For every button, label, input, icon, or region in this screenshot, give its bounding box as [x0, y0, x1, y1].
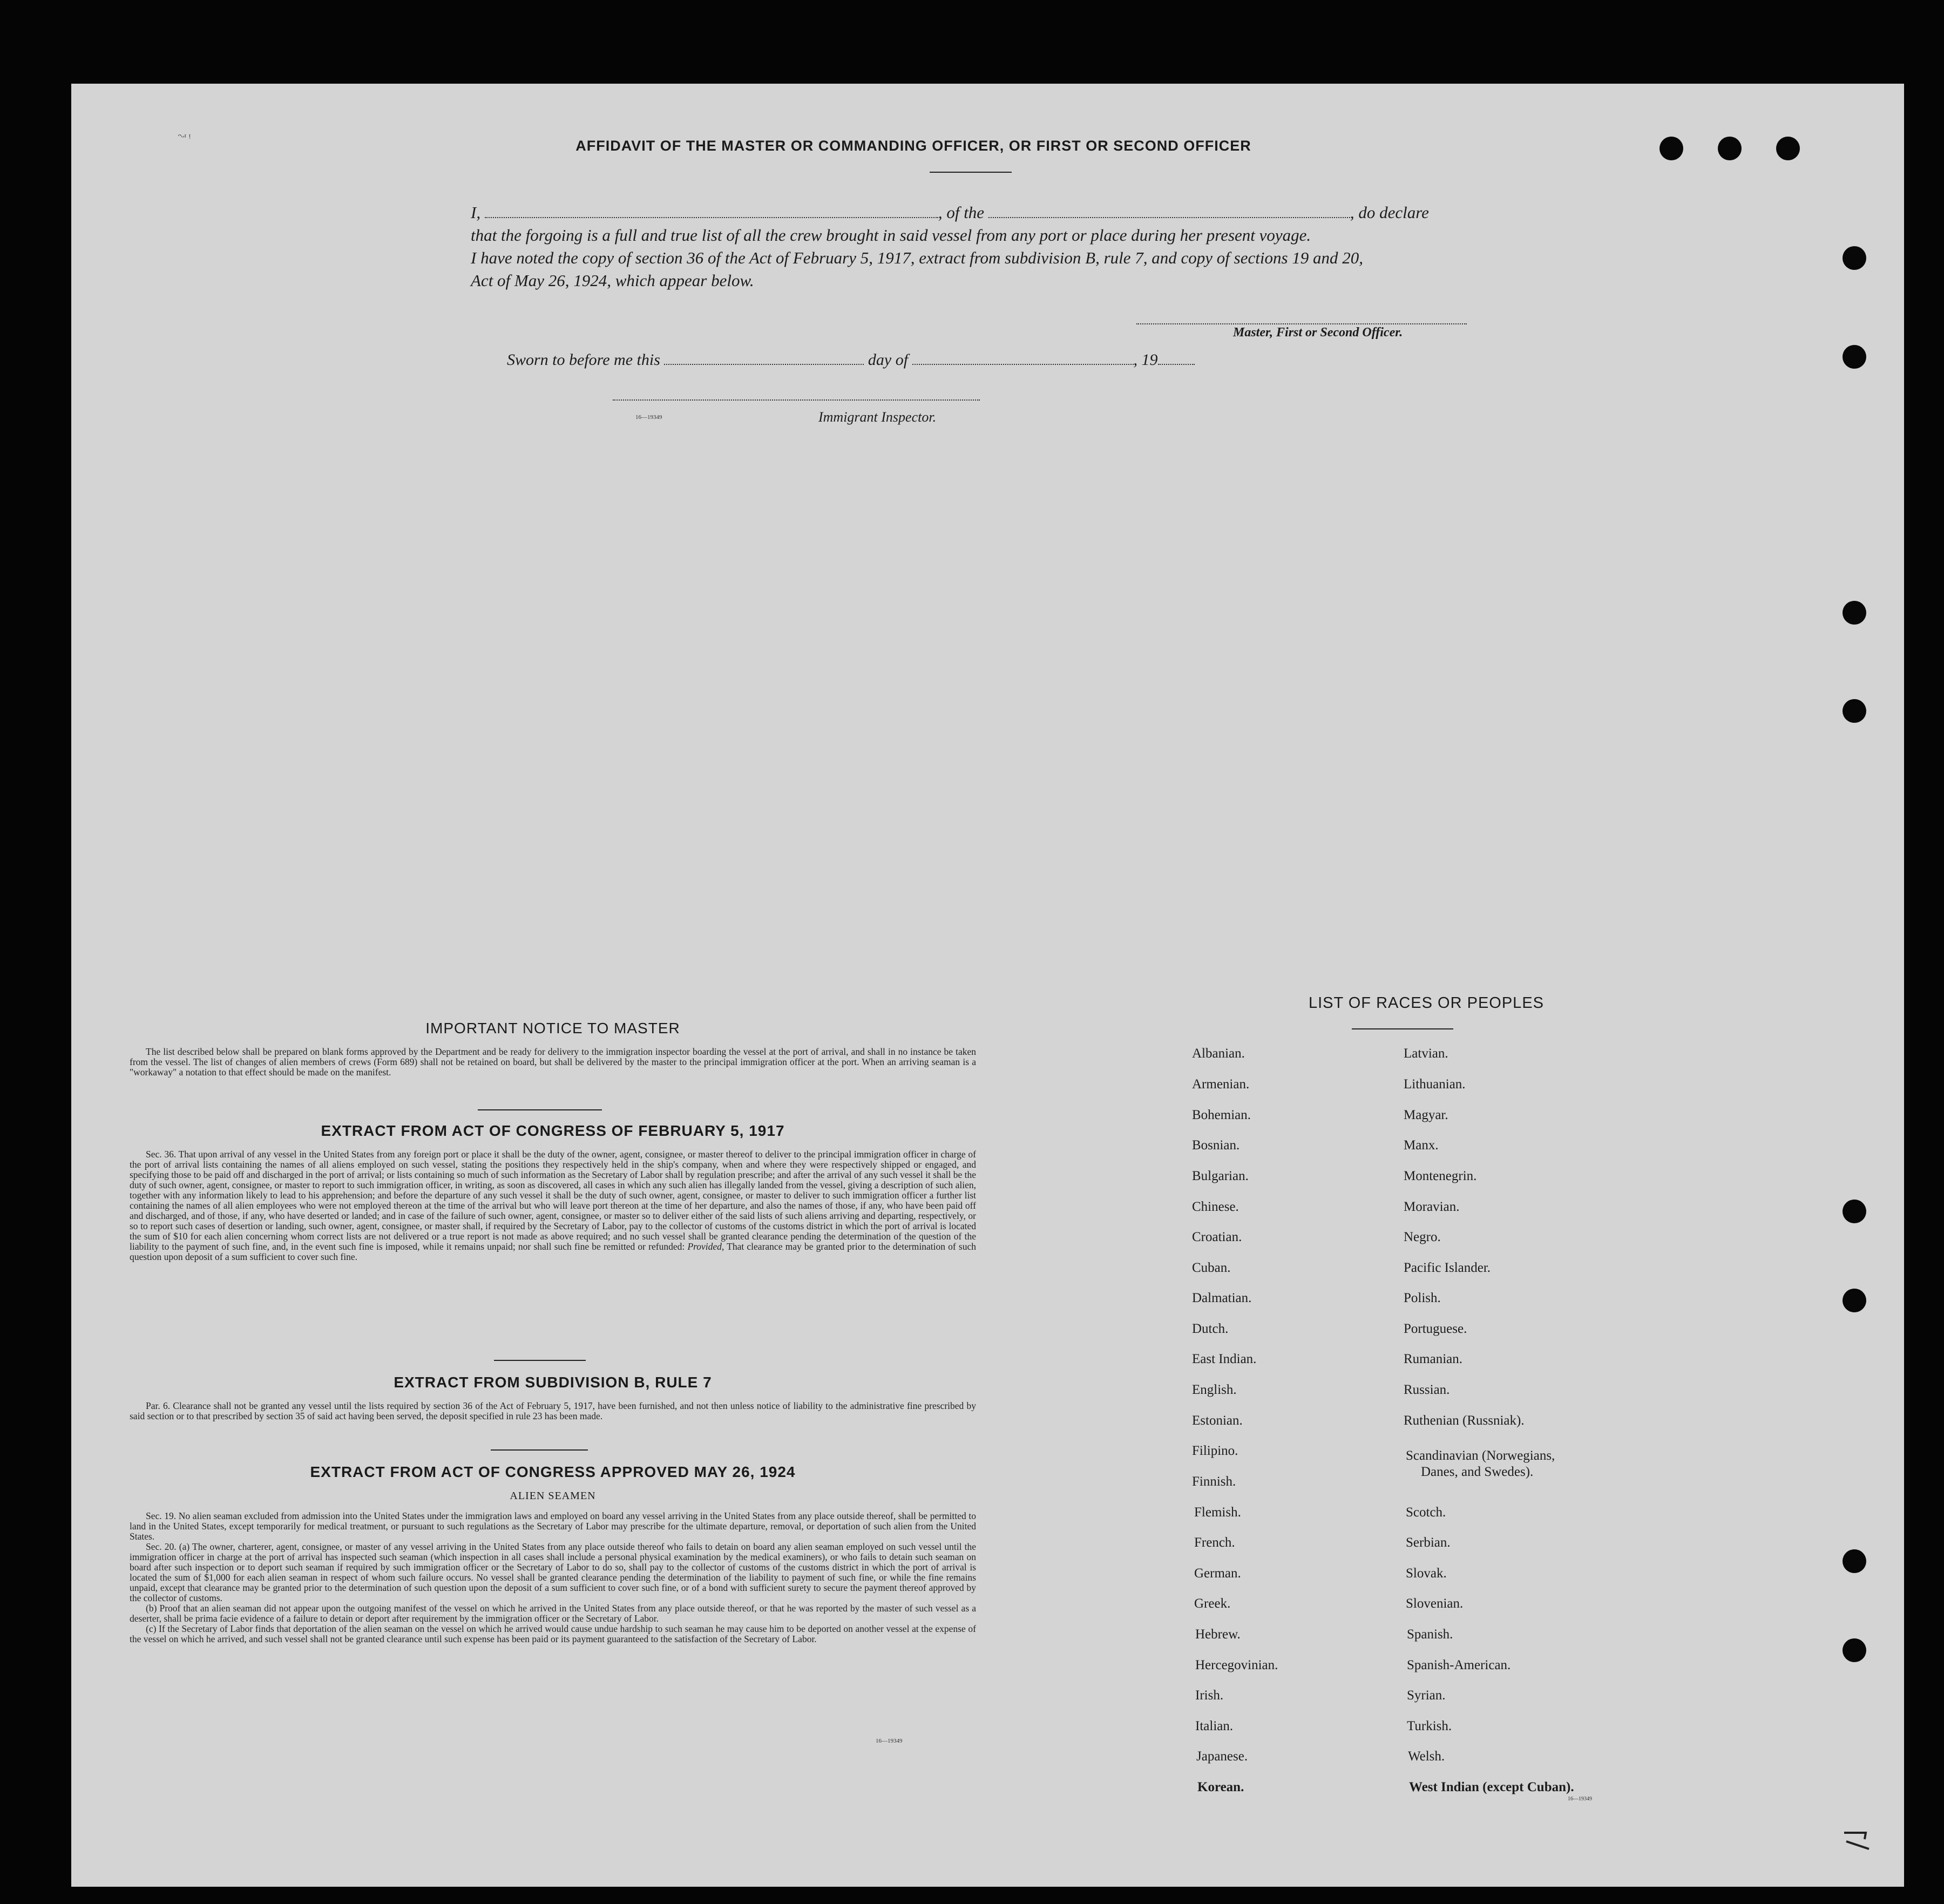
inspector-label: Immigrant Inspector.: [818, 409, 937, 425]
race-left-2: Bohemian.: [1192, 1108, 1251, 1122]
race-left-14: Finnish.: [1192, 1474, 1236, 1489]
sworn-month-field[interactable]: [912, 351, 1134, 365]
race-right-13: Scandinavian (Norwegians,: [1406, 1448, 1555, 1463]
race-left-0: Albanian.: [1192, 1046, 1245, 1061]
affidavit-i-label: I,: [471, 203, 481, 222]
day-of-label: day of: [868, 351, 909, 369]
race-right-17: Slovak.: [1406, 1566, 1447, 1581]
sworn-year-field[interactable]: [1158, 351, 1195, 365]
affidavit-line-4: Act of May 26, 1924, which appear below.: [471, 271, 754, 290]
corner-mark-icon: [1841, 1825, 1875, 1852]
master-signature-label: Master, First or Second Officer.: [1233, 326, 1403, 340]
sec20a-paragraph: Sec. 20. (a) The owner, charterer, agent, consignee, or master of any vessel arriving in the United States from any place outside thereof who fails to detain on board any alien seaman employed on such vessel until the immigration officer in charge at the port of arrival has inspected such seaman (which inspection in all cases shall include a personal physical examination by the medical examiners), or who fails to detain such seaman on board after such inspection or to deport such seaman if required by such immigration officer or the Secretary of Labor to do so, shall pay to the collector of customs of the customs district in which the port of arrival is located the sum of $1,000 for each alien seaman in respect of whom such failure occurs. No vessel shall be granted clearance pending the determination of the liability to payment of such fine, or while the fine remains unpaid, except that clearance may be granted prior to the determination of such question upon the deposit of a sum sufficient to cover such fine, or of a bond with sufficient surety to secure the payment thereof approved by the collector of customs.: [130, 1541, 976, 1603]
sec19-paragraph: Sec. 19. No alien seaman excluded from admission into the United States under the immigration laws and employed on board any vessel arriving in the United States from any place outside thereof, shall be permitted to land in the United States, except temporarily for medical treatment, or pursuant to such regulations as the Secretary of Labor may prescribe for the ultimate departure, removal, or deportation of such alien from the United States.: [130, 1510, 976, 1542]
race-right-15: Scotch.: [1406, 1505, 1446, 1520]
races-form-number: 16—19349: [1568, 1796, 1592, 1802]
vessel-name-field[interactable]: [988, 204, 1350, 218]
extract3-title: EXTRACT FROM ACT OF CONGRESS APPROVED MAY 26, 1924: [310, 1463, 796, 1480]
race-right-0: Latvian.: [1404, 1046, 1448, 1061]
race-left-21: Irish.: [1195, 1688, 1224, 1703]
punch-hole-top-3: [1776, 137, 1800, 160]
notice-paragraph: The list described below shall be prepared on blank forms approved by the Department and be ready for delivery to the immigration inspector boarding the vessel at the port of arrival, and shall in no instance be taken from the vessel. The list of changes of alien members of crews (Form 689) shall not be retained on board, but shall be delivered by the master to the principal immigration officer at the port. When an arriving seaman is a "workaway" a notation to that effect should be made on the manifest.: [130, 1046, 976, 1078]
race-left-9: Dutch.: [1192, 1322, 1229, 1336]
race-right-21: Syrian.: [1407, 1688, 1446, 1703]
race-left-10: East Indian.: [1192, 1352, 1257, 1366]
race-right-24: West Indian (except Cuban).: [1409, 1780, 1574, 1794]
race-right-2: Magyar.: [1404, 1108, 1448, 1122]
race-left-7: Cuban.: [1192, 1261, 1231, 1275]
race-right-12: Ruthenian (Russniak).: [1404, 1413, 1525, 1428]
race-left-15: Flemish.: [1194, 1505, 1241, 1520]
inspector-signature-field[interactable]: [613, 393, 980, 401]
sec20c-paragraph: (c) If the Secretary of Labor finds that deportation of the alien seaman on the vessel on which he arrived would cause undue hardship to such seaman he may cause him to be deported on another vessel at the expense of the vessel on which he arrived, and such vessel shall not be granted clearance until such expense has been paid or its payment guaranteed to the satisfaction of the Secretary of Labor.: [130, 1623, 976, 1644]
race-right-3: Manx.: [1404, 1138, 1439, 1153]
sworn-line: [507, 349, 1543, 371]
extract3-subtitle: ALIEN SEAMEN: [510, 1490, 596, 1502]
race-right-19: Spanish.: [1407, 1627, 1453, 1642]
extract1-proviso: Provided,: [687, 1241, 724, 1252]
race-left-5: Chinese.: [1192, 1200, 1239, 1214]
race-right-6: Negro.: [1404, 1230, 1441, 1244]
race-left-24: Korean.: [1197, 1780, 1244, 1794]
extract1-title: EXTRACT FROM ACT OF CONGRESS OF FEBRUARY 5, 1917: [321, 1122, 785, 1139]
extract1-rule: [494, 1360, 586, 1361]
punch-hole-right-2: [1843, 345, 1866, 369]
race-left-3: Bosnian.: [1192, 1138, 1240, 1153]
extract2-title: EXTRACT FROM SUBDIVISION B, RULE 7: [394, 1374, 712, 1391]
notice-body: [130, 1047, 976, 1078]
race-right-18: Slovenian.: [1406, 1596, 1464, 1611]
race-left-19: Hebrew.: [1195, 1627, 1241, 1642]
race-left-8: Dalmatian.: [1192, 1291, 1252, 1305]
race-left-22: Italian.: [1195, 1719, 1234, 1733]
race-right-5: Moravian.: [1404, 1200, 1460, 1214]
race-right-20: Spanish-American.: [1407, 1658, 1511, 1672]
affidavit-of-the-label: , of the: [938, 203, 985, 222]
form-page: [71, 84, 1904, 1887]
extract2-paragraph: Par. 6. Clearance shall not be granted any vessel until the lists required by section 36 of the Act of February 5, 1917, have been furnished, and not then unless notice of liability to the administrative fine prescribed by said section or to that prescribed by section 35 of said act having been served, the deposit specified in rule 23 has been made.: [130, 1400, 976, 1421]
affidavit-title-rule: [930, 172, 1012, 173]
races-title: LIST OF RACES OR PEOPLES: [1308, 994, 1545, 1012]
race-right-7: Pacific Islander.: [1404, 1261, 1491, 1275]
affidavit-declare-label: , do declare: [1350, 203, 1429, 222]
top-left-mark: ᵔᵕᶦ ᵎ: [178, 131, 191, 143]
extract1-body: [130, 1149, 976, 1262]
sworn-day-field[interactable]: [664, 351, 864, 365]
race-right-1: Lithuanian.: [1404, 1077, 1466, 1092]
declarant-name-field[interactable]: [485, 204, 938, 218]
extract3-form-number: 16—19349: [876, 1738, 903, 1744]
affidavit-line-1: [471, 201, 1507, 224]
sec20b-paragraph: (b) Proof that an alien seaman did not appear upon the outgoing manifest of the vessel on which he arrived in the United States from any place outside thereof, or that he was reported by the master of such vessel as a deserter, shall be prima facie evidence of a failure to detain or deport after requirement by the immigration officer or the Secretary of Labor.: [130, 1603, 976, 1624]
race-left-17: German.: [1194, 1566, 1241, 1581]
race-right-14: Danes, and Swedes).: [1421, 1465, 1534, 1479]
punch-hole-right-7: [1843, 1549, 1866, 1573]
affidavit-line-3: I have noted the copy of section 36 of the Act of February 5, 1917, extract from subdivision B, rule 7, and copy of sections 19 and 20,: [471, 248, 1364, 267]
race-right-16: Serbian.: [1406, 1535, 1451, 1550]
year-prefix-label: , 19: [1133, 351, 1158, 369]
race-right-10: Rumanian.: [1404, 1352, 1463, 1366]
affidavit-title: AFFIDAVIT OF THE MASTER OR COMMANDING OFFICER, OR FIRST OR SECOND OFFICER: [575, 138, 1251, 154]
race-left-11: English.: [1192, 1383, 1237, 1397]
extract1-text-end: That clearance may be granted prior to the determination of such question upon deposit of a sum sufficient to cover such fine.: [130, 1241, 977, 1262]
master-signature-field[interactable]: [1136, 317, 1467, 324]
punch-hole-right-3: [1843, 601, 1866, 625]
race-left-13: Filipino.: [1192, 1444, 1238, 1458]
race-right-8: Polish.: [1404, 1291, 1441, 1305]
race-right-22: Turkish.: [1407, 1719, 1452, 1733]
race-right-4: Montenegrin.: [1404, 1169, 1477, 1183]
extract3-body: [130, 1511, 976, 1644]
race-left-20: Hercegovinian.: [1195, 1658, 1278, 1672]
punch-hole-right-1: [1843, 246, 1866, 270]
race-right-23: Welsh.: [1408, 1749, 1445, 1764]
race-right-11: Russian.: [1404, 1383, 1450, 1397]
punch-hole-right-8: [1843, 1638, 1866, 1662]
race-right-9: Portuguese.: [1404, 1322, 1467, 1336]
punch-hole-right-4: [1843, 699, 1866, 723]
sworn-label: Sworn to before me this: [507, 351, 660, 369]
notice-rule: [478, 1109, 602, 1110]
race-left-6: Croatian.: [1192, 1230, 1242, 1244]
race-left-1: Armenian.: [1192, 1077, 1250, 1092]
race-left-12: Estonian.: [1192, 1413, 1243, 1428]
punch-hole-right-5: [1843, 1200, 1866, 1223]
affidavit-form-number: 16—19349: [635, 414, 662, 421]
races-title-rule: [1352, 1028, 1453, 1029]
punch-hole-right-6: [1843, 1289, 1866, 1312]
punch-hole-top-2: [1718, 137, 1742, 160]
race-left-16: French.: [1194, 1535, 1235, 1550]
punch-hole-top-1: [1659, 137, 1683, 160]
extract2-rule: [491, 1449, 588, 1451]
race-left-18: Greek.: [1194, 1596, 1231, 1611]
extract1-text: Sec. 36. That upon arrival of any vessel in the United States from any foreign port or place it shall be the duty of the owner, agent, consignee, or master thereof to deliver to the principal immigration officer in charge of the port of arrival lists containing the names of all aliens employed on such vessel, stating the positions they respectively held in the ship's company, when and where they were respectively shipped or engaged, and specifying those to be paid off and discharged in the port of arrival; or lists containing so much of such information as the Secretary of Labor shall by regulation prescribe; and after the arrival of any such vessel it shall be the duty of such owner, agent, consignee, or master to report to such immigration officer, in writing, as soon as discovered, all cases in which any such alien has illegally landed from the vessel, giving a description of such alien, together with any information likely to lead to his apprehension; and before the departure of any such vessel it shall be the duty of such owner, agent, consignee, or master to deliver to such immigration officer a further list containing the names of all alien employees who were not employed thereon at the time of the arrival but who will leave port thereon at the time of her departure, and also the names of those, if any, who have been paid off and discharged, and of those, if any, who have deserted or landed; and in case of the failure of such owner, agent, consignee, or master so to deliver either of the said lists of such aliens arriving and departing, respectively, or so to report such cases of desertion or landing, such owner, agent, consignee, or master shall, if required by the Secretary of Labor, pay to the collector of customs of the customs district in which the port of arrival is located the sum of $10 for each alien concerning whom correct lists are not delivered or a true report is not made as above required; and no such vessel shall be granted clearance pending the determination of the question of the liability to the payment of such fine, and, in the event such fine is imposed, while it remains unpaid; nor shall such fine be remitted or refunded:: [130, 1149, 976, 1252]
notice-title: IMPORTANT NOTICE TO MASTER: [425, 1020, 680, 1036]
race-left-4: Bulgarian.: [1192, 1169, 1249, 1183]
extract2-body: [130, 1401, 976, 1421]
race-left-23: Japanese.: [1196, 1749, 1248, 1764]
affidavit-line-2: that the forgoing is a full and true list of all the crew brought in said vessel from any port or place during her present voyage.: [471, 226, 1311, 245]
